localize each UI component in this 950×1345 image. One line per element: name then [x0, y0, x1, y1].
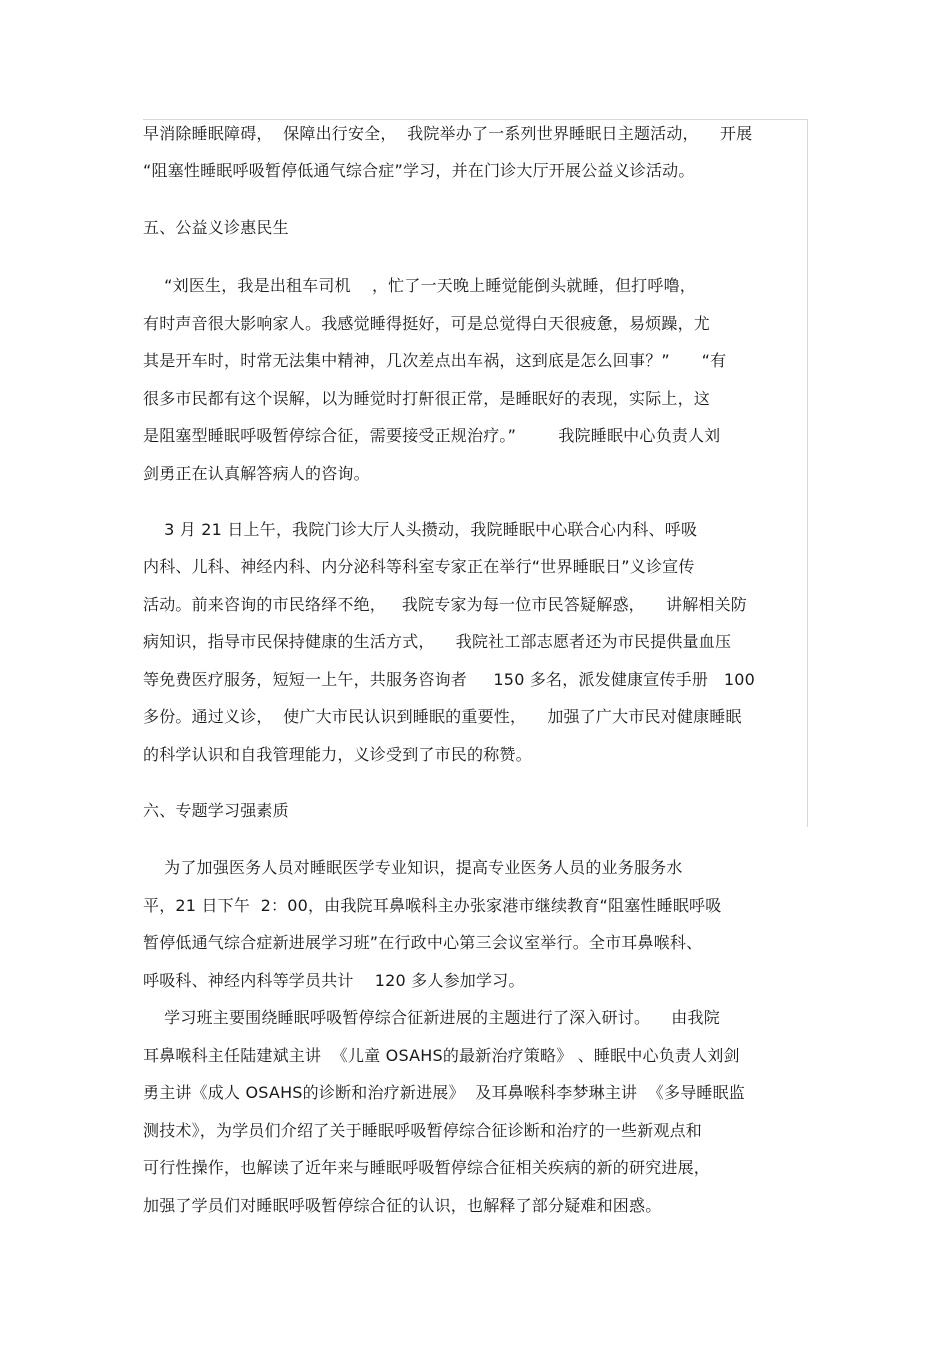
line-23: 耳鼻喉科主任陆建斌主讲 《儿童 OSAHS的最新治疗策略》 、睡眠中心负责人刘剑 [143, 1046, 740, 1065]
line-6: 其是开车时，时常无法集中精神，几次差点出车祸，这到底是怎么回事？” “有 [143, 351, 727, 370]
frame-top-border [143, 119, 808, 120]
line-26: 可行性操作，也解读了近年来与睡眠呼吸暂停综合征相关疾病的新的研究进展， [143, 1158, 711, 1177]
line-1: 早消除睡眠障碍， 保障出行安全， 我院举办了一系列世界睡眠日主题活动， 开展 [143, 124, 753, 143]
line-14: 等免费医疗服务，短短一上午，共服务咨询者 150 多名，派发健康宣传手册 100 [143, 670, 756, 689]
line-8: 是阻塞型睡眠呼吸暂停综合征，需要接受正规治疗。” 我院睡眠中心负责人刘 [143, 426, 721, 445]
line-22: 学习班主要围绕睡眠呼吸暂停综合征新进展的主题进行了深入研讨。 由我院 [143, 1008, 720, 1027]
line-20: 暂停低通气综合症新进展学习班”在行政中心第三会议室举行。全市耳鼻喉科、 [143, 933, 703, 952]
frame-right-border [807, 119, 808, 827]
line-12: 活动。前来咨询的市民络绎不绝， 我院专家为每一位市民答疑解惑， 讲解相关防 [143, 595, 748, 614]
line-18: 为了加强医务人员对睡眠医学专业知识，提高专业医务人员的业务服务水 [143, 858, 683, 877]
line-4: “刘医生，我是出租车司机 ，忙了一天晚上睡觉能倒头就睡，但打呼噜， [143, 276, 696, 295]
line-2: “阻塞性睡眠呼吸暂停低通气综合症”学习，并在门诊大厅开展公益义诊活动。 [143, 161, 695, 180]
line-9: 剑勇正在认真解答病人的咨询。 [143, 464, 370, 483]
line-21: 呼吸科、神经内科等学员共计 120 多人参加学习。 [143, 971, 525, 990]
line-15: 多份。通过义诊， 使广大市民认识到睡眠的重要性， 加强了广大市民对健康睡眠 [143, 707, 742, 726]
line-16: 的科学认识和自我管理能力，义诊受到了市民的称赞。 [143, 745, 532, 764]
line-5: 有时声音很大影响家人。我感觉睡得挺好，可是总觉得白天很疲惫，易烦躁，尤 [143, 314, 711, 333]
line-24: 勇主讲《成人 OSAHS的诊断和治疗新进展》 及耳鼻喉科李梦琳主讲 《多导睡眠监 [143, 1083, 746, 1102]
line-11: 内科、儿科、神经内科、内分泌科等科室专家正在举行“世界睡眠日”义诊宣传 [143, 557, 695, 576]
line-13: 病知识，指导市民保持健康的生活方式， 我院社工部志愿者还为市民提供量血压 [143, 632, 732, 651]
line-7: 很多市民都有这个误解，以为睡觉时打鼾很正常，是睡眠好的表现，实际上，这 [143, 389, 711, 408]
line-10: 3 月 21 日上午，我院门诊大厅人头攒动，我院睡眠中心联合心内科、呼吸 [143, 520, 698, 539]
section-heading-5: 五、公益义诊惠民生 [143, 218, 289, 237]
section-heading-6: 六、专题学习强素质 [143, 801, 289, 820]
line-25: 测技术》，为学员们介绍了关于睡眠呼吸暂停综合征诊断和治疗的一些新观点和 [143, 1121, 703, 1140]
line-27: 加强了学员们对睡眠呼吸暂停综合征的认识，也解释了部分疑难和困惑。 [143, 1196, 662, 1215]
line-19: 平，21 日下午 2：00，由我院耳鼻喉科主办张家港市继续教育“阻塞性睡眠呼吸 [143, 896, 722, 915]
